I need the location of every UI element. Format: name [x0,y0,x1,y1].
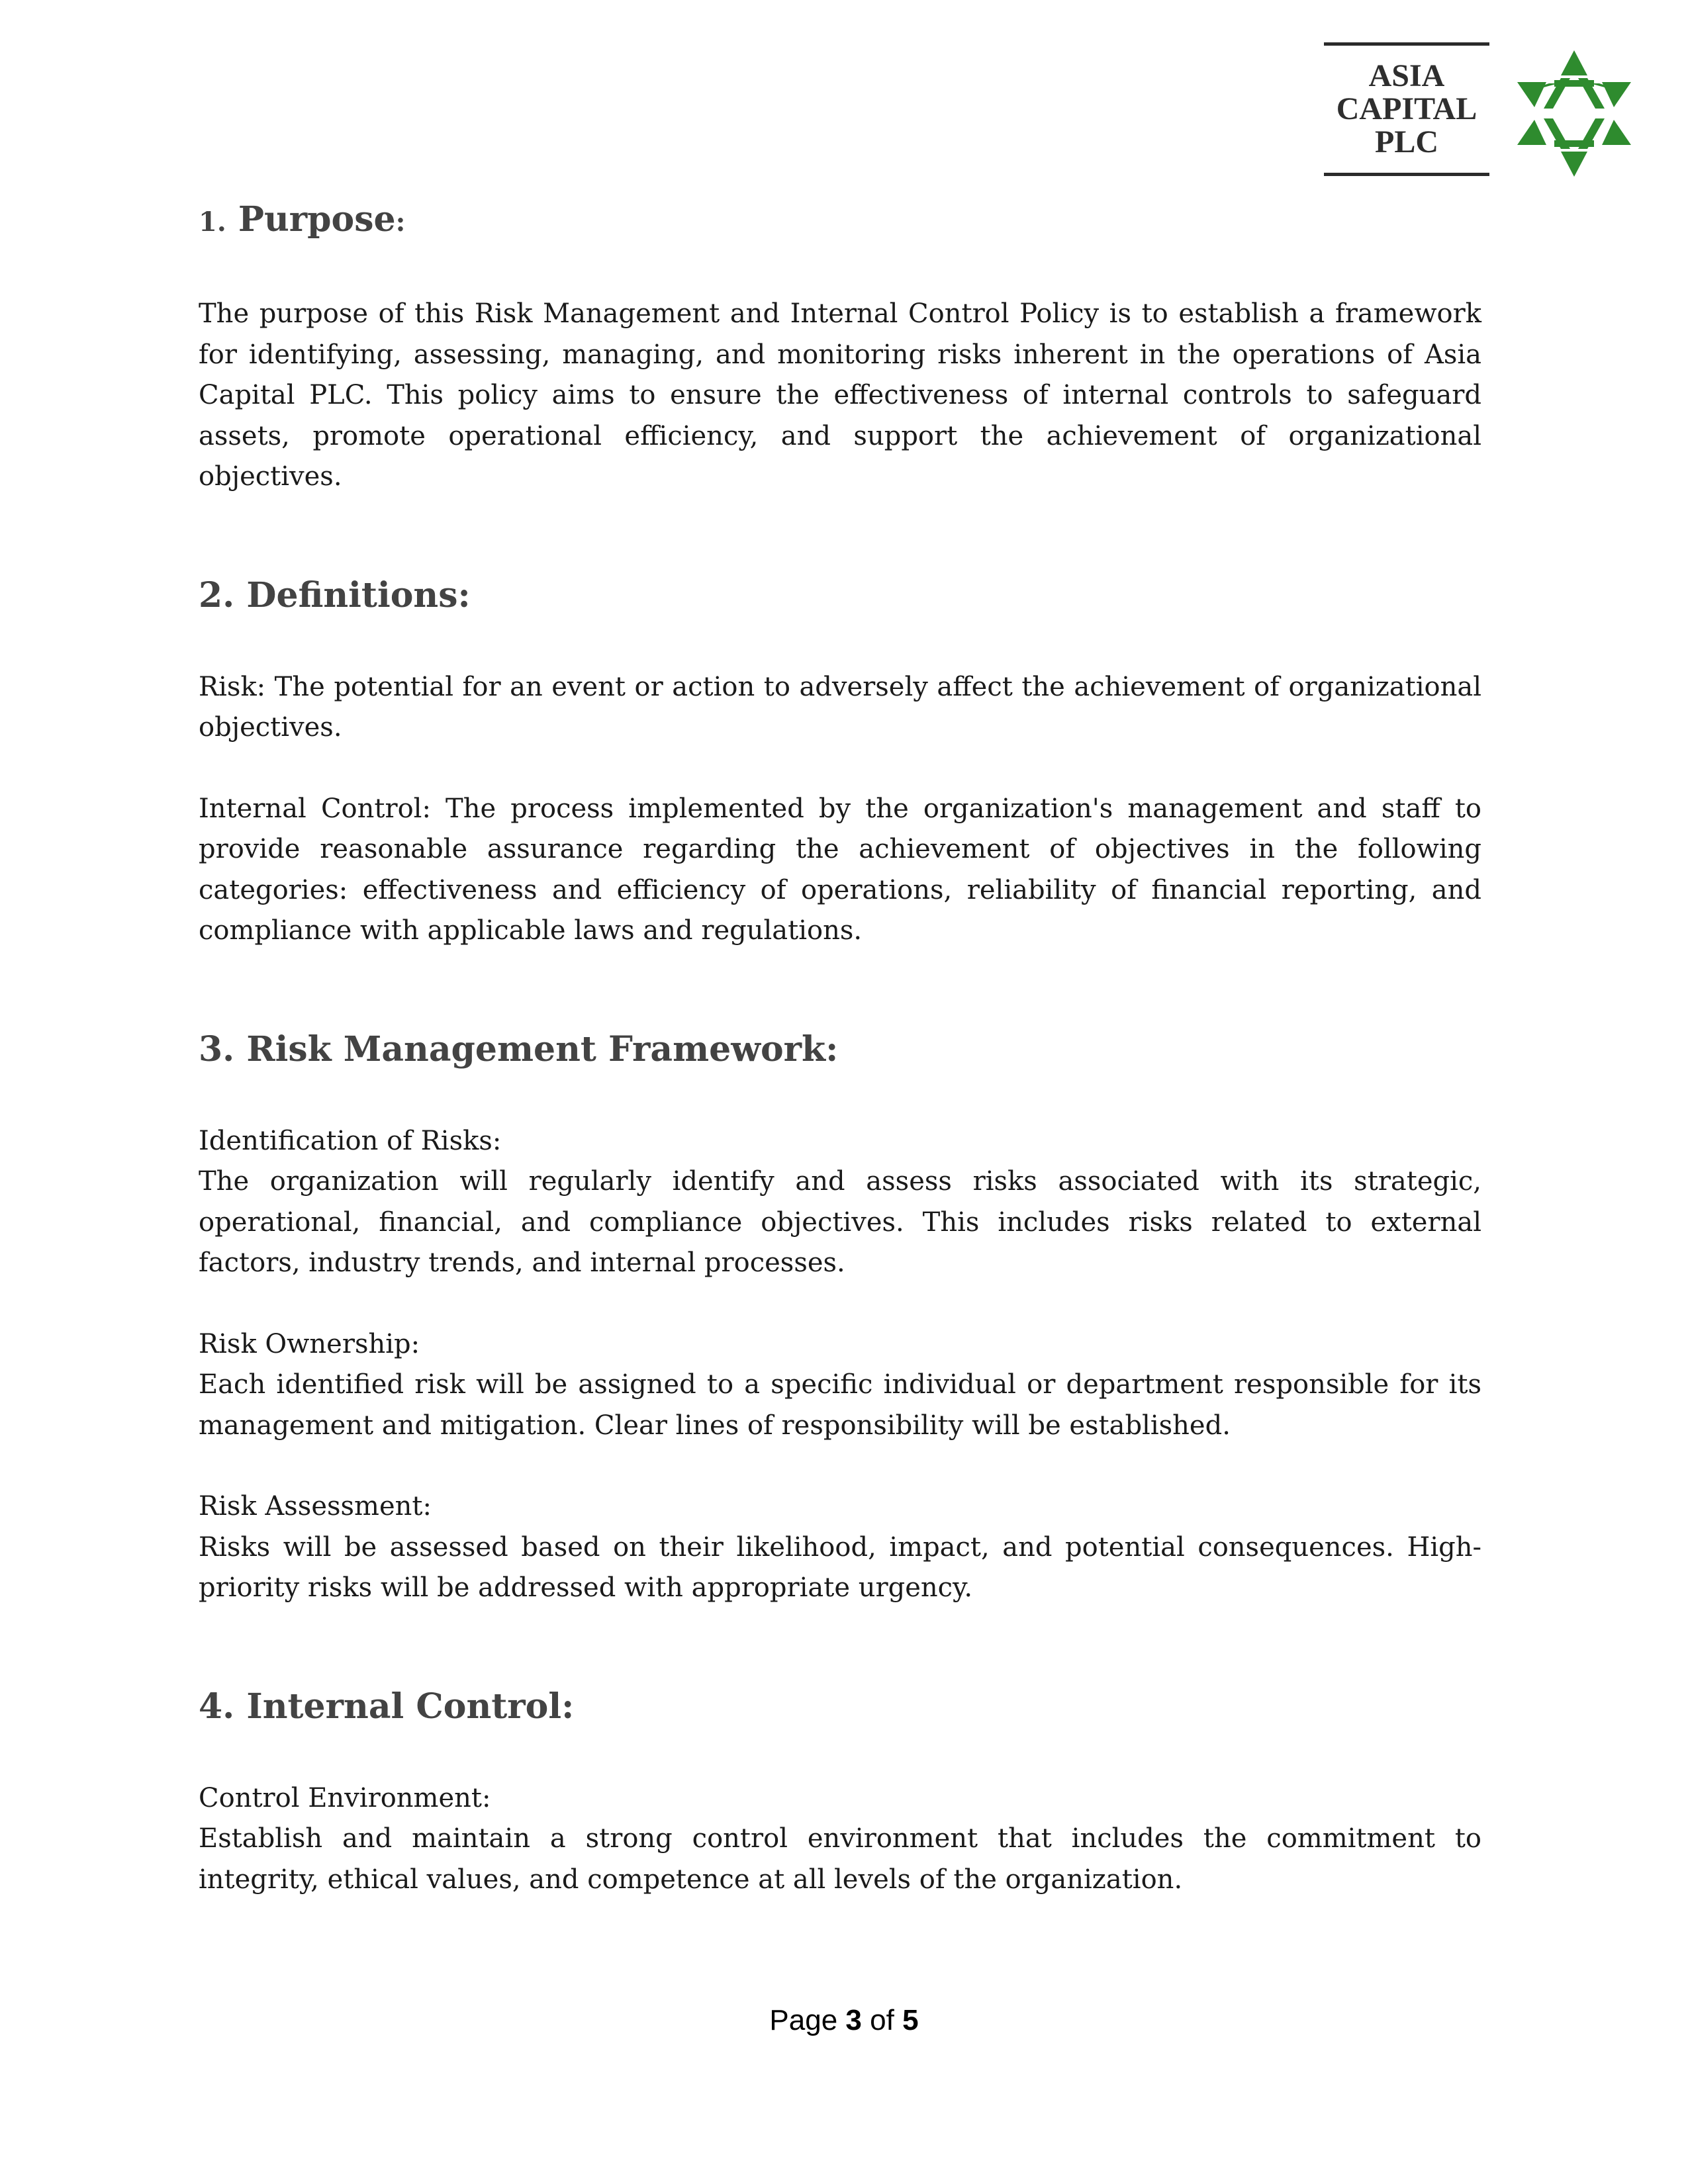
heading-purpose-title: Purpose [238,199,396,240]
heading-risk-framework: 3. Risk Management Framework: [199,1028,839,1069]
definition-risk: Risk: The potential for an event or action to adversely affect the achievement of organizational objectives. [199,671,1481,743]
label-control-environment: Control Environment: [199,1782,491,1813]
logo-line-3: PLC [1375,124,1438,159]
label-identification: Identification of Risks: [199,1125,502,1156]
purpose-paragraph: The purpose of this Risk Management and Internal Control Policy is to establish a framework for identifying, assessing, managing, and monitoring risks inherent in the operations of Asia Capital PLC. This policy aims to ensure the effectiveness of internal controls to safeguard assets, promote operational efficiency, and support the achievement of organizational objectives. [199,298,1481,492]
label-ownership: Risk Ownership: [199,1328,420,1359]
page-number-footer [0,2004,1688,2037]
assessment-text: Risks will be assessed based on their likelihood, impact, and potential consequences. High-priority risks will be addressed with appropriate urgency. [199,1531,1481,1603]
logo-line-2: CAPITAL [1336,91,1477,126]
star-logo-icon [1515,49,1634,178]
definition-internal-control: Internal Control: The process implemented by the organization's management and staff to provide reasonable assurance regarding the achievement of objectives in the following categories: effectiveness and efficiency of operations, reliability of financial reporting, and compliance with applicable laws and regulations. [199,793,1481,946]
heading-purpose [199,196,1481,246]
footer-current-page: 3 [845,2004,862,2036]
footer-page-word: Page [769,2004,838,2036]
identification-text: The organization will regularly identify and assess risks associated with its strategic, operational, financial, and compliance objectives. This includes risks related to external factors, industry trends, and internal processes. [199,1166,1481,1278]
company-logo [1324,42,1635,183]
footer-of-word: of [870,2004,894,2036]
document-body [199,196,1481,1900]
control-environment-text: Establish and maintain a strong control environment that includes the commitment to integrity, ethical values, and competence at all levels of the organization. [199,1823,1481,1895]
heading-purpose-number: 1. [199,206,226,238]
heading-purpose-colon: : [395,206,406,238]
label-assessment: Risk Assessment: [199,1491,432,1522]
ownership-text: Each identified risk will be assigned to a specific individual or department responsible for its management and mitigation. Clear lines of responsibility will be established. [199,1369,1481,1441]
logo-wordmark [1324,42,1489,176]
footer-total-pages: 5 [902,2004,919,2036]
logo-line-1: ASIA [1368,58,1445,93]
heading-definitions: 2. Definitions: [199,574,471,615]
heading-internal-control: 4. Internal Control: [199,1686,575,1727]
